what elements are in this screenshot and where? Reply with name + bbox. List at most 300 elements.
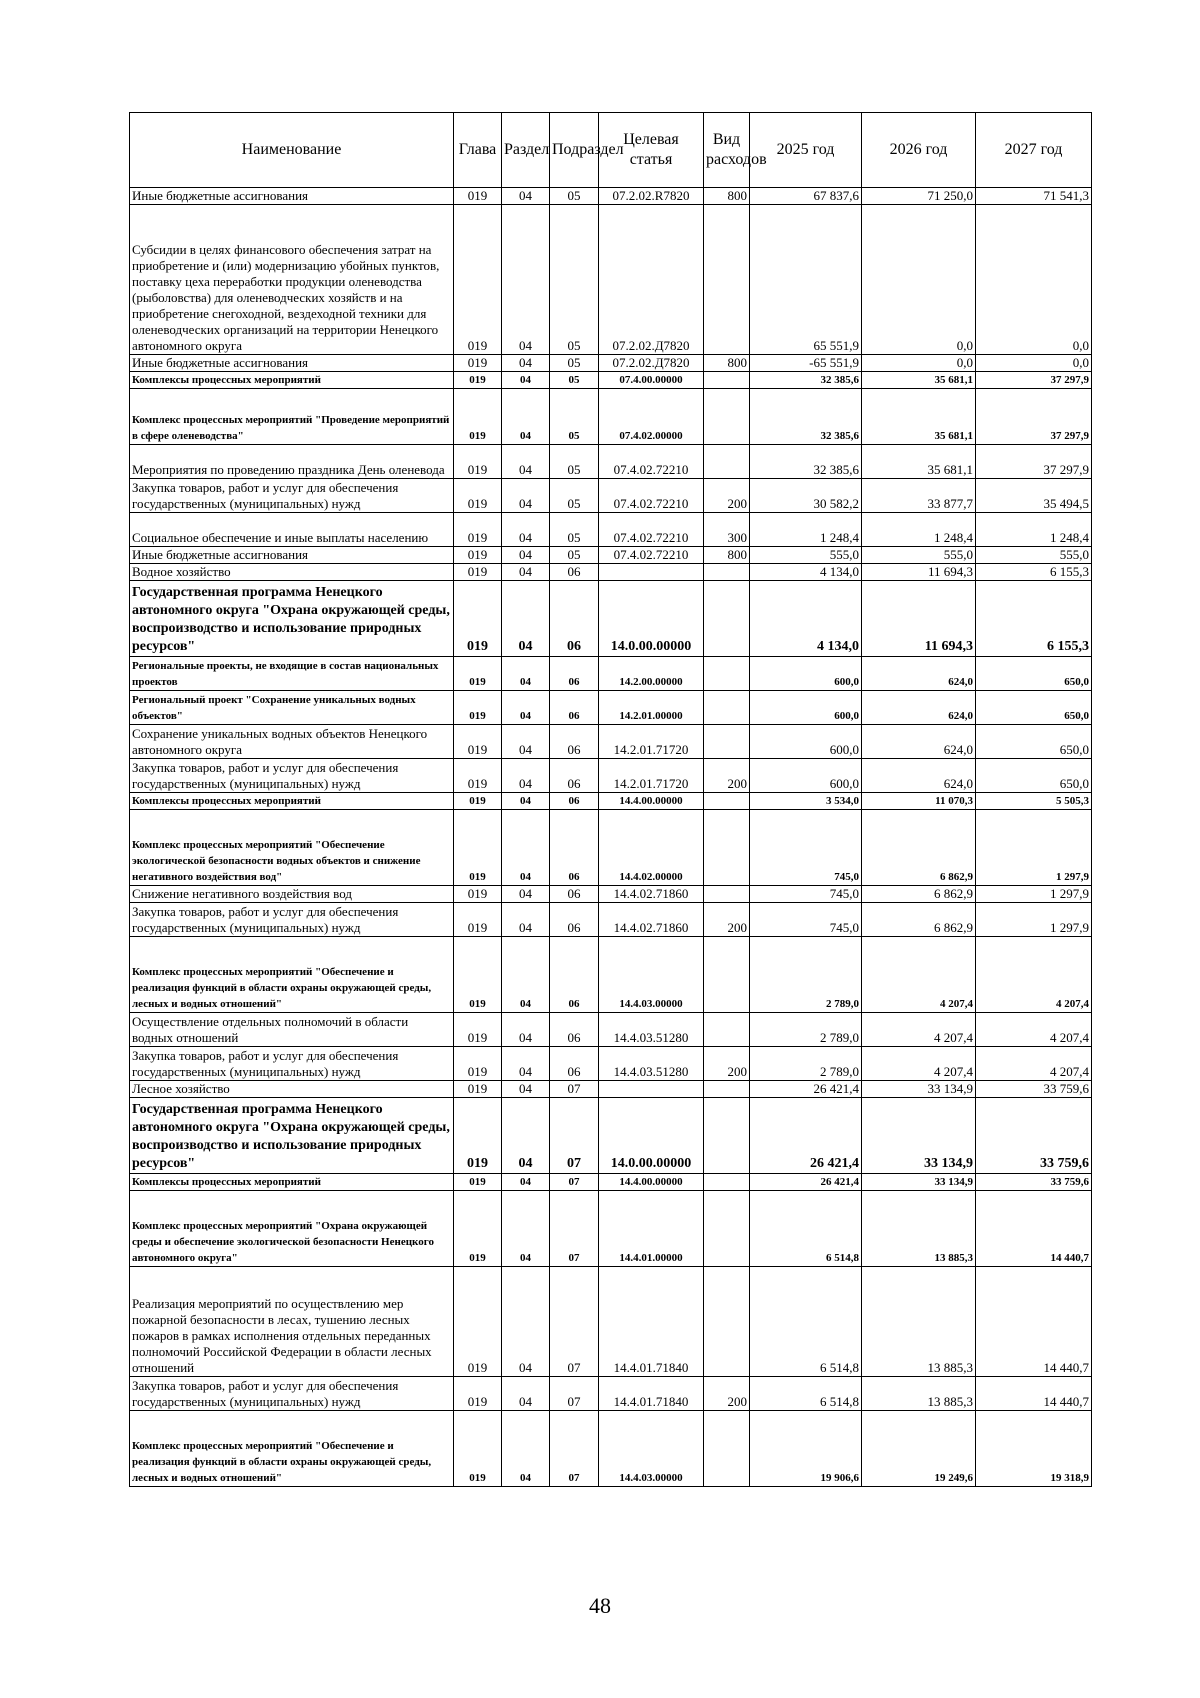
cell-2027: 14 440,7: [976, 1267, 1092, 1377]
cell-vid: [704, 372, 750, 389]
cell-2027: 1 297,9: [976, 810, 1092, 886]
cell-vid: [704, 1174, 750, 1191]
cell-2027: 35 494,5: [976, 479, 1092, 513]
cell-name: Комплекс процессных мероприятий "Охрана окружающей среды и обеспечение экологической безопасности Ненецкого автономного округа": [130, 1191, 454, 1267]
cell-glava: 019: [454, 691, 502, 725]
cell-2025: 6 514,8: [750, 1267, 862, 1377]
table-row: [130, 810, 1092, 886]
cell-2026: 6 862,9: [862, 886, 976, 903]
table-row: [130, 1174, 1092, 1191]
cell-name: Снижение негативного воздействия вод: [130, 886, 454, 903]
cell-razdel: 04: [502, 793, 550, 810]
cell-name: Комплекс процессных мероприятий "Обеспечение и реализация функций в области охраны окружающей среды, лесных и водных отношений": [130, 937, 454, 1013]
header-2027: 2027 год: [976, 113, 1092, 188]
table-row: [130, 1267, 1092, 1377]
cell-name: Комплексы процессных мероприятий: [130, 793, 454, 810]
cell-name: Субсидии в целях финансового обеспечения затрат на приобретение и (или) модернизацию убойных пунктов, поставку цеха переработки продукции оленеводства (рыболовства) для оленеводческих хозяйств и на приобретение снегоходной, вездеходной техники для оленеводческих организаций на территории Ненецкого автономного округа: [130, 205, 454, 355]
cell-2027: 71 541,3: [976, 188, 1092, 205]
table-row: [130, 1081, 1092, 1098]
table-row: [130, 581, 1092, 657]
cell-2025: 745,0: [750, 810, 862, 886]
cell-target: 14.4.03.00000: [599, 937, 704, 1013]
header-glava: Глава: [454, 113, 502, 188]
cell-2027: 37 297,9: [976, 445, 1092, 479]
cell-target: 14.4.01.71840: [599, 1267, 704, 1377]
table-row: [130, 1098, 1092, 1174]
cell-2026: 0,0: [862, 205, 976, 355]
cell-target: 07.4.02.00000: [599, 389, 704, 445]
cell-glava: 019: [454, 657, 502, 691]
cell-podrazdel: 06: [550, 810, 599, 886]
cell-podrazdel: 05: [550, 547, 599, 564]
cell-2026: 35 681,1: [862, 372, 976, 389]
cell-target: 14.4.00.00000: [599, 1174, 704, 1191]
cell-razdel: 04: [502, 657, 550, 691]
cell-name: Региональные проекты, не входящие в состав национальных проектов: [130, 657, 454, 691]
cell-podrazdel: 06: [550, 657, 599, 691]
cell-razdel: 04: [502, 205, 550, 355]
cell-2027: 0,0: [976, 355, 1092, 372]
cell-2026: 555,0: [862, 547, 976, 564]
table-row: [130, 479, 1092, 513]
budget-table: [129, 112, 1092, 1487]
cell-razdel: 04: [502, 810, 550, 886]
table-header-row: [130, 113, 1092, 188]
cell-razdel: 04: [502, 1013, 550, 1047]
cell-glava: 019: [454, 445, 502, 479]
cell-name: Комплекс процессных мероприятий "Обеспечение экологической безопасности водных объектов и снижение негативного воздействия вод": [130, 810, 454, 886]
cell-vid: 200: [704, 759, 750, 793]
cell-2025: 745,0: [750, 886, 862, 903]
cell-vid: 800: [704, 188, 750, 205]
cell-2025: 745,0: [750, 903, 862, 937]
cell-razdel: 04: [502, 1081, 550, 1098]
cell-2026: 4 207,4: [862, 937, 976, 1013]
cell-glava: 019: [454, 810, 502, 886]
header-podrazdel: Подраздел: [550, 113, 599, 188]
cell-podrazdel: 06: [550, 759, 599, 793]
cell-2026: 33 134,9: [862, 1098, 976, 1174]
table-row: [130, 691, 1092, 725]
cell-razdel: 04: [502, 1377, 550, 1411]
cell-target: [599, 564, 704, 581]
cell-2026: 1 248,4: [862, 513, 976, 547]
cell-2026: 4 207,4: [862, 1013, 976, 1047]
table-row: [130, 725, 1092, 759]
cell-target: 07.2.02.Д7820: [599, 355, 704, 372]
cell-vid: [704, 1267, 750, 1377]
cell-razdel: 04: [502, 445, 550, 479]
cell-2026: 11 070,3: [862, 793, 976, 810]
cell-name: Закупка товаров, работ и услуг для обеспечения государственных (муниципальных) нужд: [130, 903, 454, 937]
header-2025: 2025 год: [750, 113, 862, 188]
table-row: [130, 657, 1092, 691]
cell-vid: 200: [704, 1377, 750, 1411]
cell-2026: 624,0: [862, 657, 976, 691]
cell-2027: 1 248,4: [976, 513, 1092, 547]
cell-vid: [704, 937, 750, 1013]
cell-razdel: 04: [502, 513, 550, 547]
cell-2027: 4 207,4: [976, 1013, 1092, 1047]
cell-2027: 650,0: [976, 759, 1092, 793]
cell-vid: [704, 389, 750, 445]
cell-target: 07.4.02.72210: [599, 479, 704, 513]
cell-name: Закупка товаров, работ и услуг для обеспечения государственных (муниципальных) нужд: [130, 1047, 454, 1081]
cell-2027: 33 759,6: [976, 1098, 1092, 1174]
table-row: [130, 759, 1092, 793]
cell-2027: 650,0: [976, 691, 1092, 725]
cell-2025: 555,0: [750, 547, 862, 564]
cell-glava: 019: [454, 1411, 502, 1487]
cell-2027: 37 297,9: [976, 372, 1092, 389]
cell-podrazdel: 06: [550, 886, 599, 903]
cell-name: Закупка товаров, работ и услуг для обеспечения государственных (муниципальных) нужд: [130, 759, 454, 793]
cell-target: 14.4.03.00000: [599, 1411, 704, 1487]
cell-name: Реализация мероприятий по осуществлению мер пожарной безопасности в лесах, тушению лесных пожаров в рамках исполнения отдельных переданных полномочий Российской Федерации в области лесных отношений: [130, 1267, 454, 1377]
cell-vid: [704, 581, 750, 657]
cell-name: Лесное хозяйство: [130, 1081, 454, 1098]
table-row: [130, 372, 1092, 389]
cell-name: Закупка товаров, работ и услуг для обеспечения государственных (муниципальных) нужд: [130, 479, 454, 513]
cell-glava: 019: [454, 564, 502, 581]
cell-glava: 019: [454, 479, 502, 513]
cell-2026: 13 885,3: [862, 1191, 976, 1267]
cell-podrazdel: 07: [550, 1267, 599, 1377]
cell-vid: [704, 886, 750, 903]
cell-target: 14.2.01.71720: [599, 759, 704, 793]
cell-glava: 019: [454, 759, 502, 793]
cell-2025: 65 551,9: [750, 205, 862, 355]
cell-2026: 6 862,9: [862, 810, 976, 886]
page-number: 48: [589, 1593, 611, 1618]
table-row: [130, 1013, 1092, 1047]
cell-podrazdel: 06: [550, 691, 599, 725]
cell-razdel: 04: [502, 581, 550, 657]
cell-2027: 650,0: [976, 725, 1092, 759]
cell-2025: 2 789,0: [750, 937, 862, 1013]
cell-name: Иные бюджетные ассигнования: [130, 355, 454, 372]
cell-name: Иные бюджетные ассигнования: [130, 188, 454, 205]
cell-2026: 624,0: [862, 759, 976, 793]
cell-name: Социальное обеспечение и иные выплаты населению: [130, 513, 454, 547]
cell-2027: 14 440,7: [976, 1377, 1092, 1411]
cell-2025: 32 385,6: [750, 389, 862, 445]
cell-vid: [704, 1013, 750, 1047]
table-row: [130, 793, 1092, 810]
cell-podrazdel: 05: [550, 479, 599, 513]
cell-podrazdel: 07: [550, 1081, 599, 1098]
cell-name: Комплексы процессных мероприятий: [130, 372, 454, 389]
cell-vid: [704, 1411, 750, 1487]
cell-name: Комплекс процессных мероприятий "Обеспечение и реализация функций в области охраны окружающей среды, лесных и водных отношений": [130, 1411, 454, 1487]
cell-name: Комплекс процессных мероприятий "Проведение мероприятий в сфере оленеводства": [130, 389, 454, 445]
cell-glava: 019: [454, 188, 502, 205]
header-target: Целевая статья: [599, 113, 704, 188]
cell-2025: 19 906,6: [750, 1411, 862, 1487]
cell-2025: 4 134,0: [750, 564, 862, 581]
cell-target: 14.0.00.00000: [599, 581, 704, 657]
cell-podrazdel: 07: [550, 1377, 599, 1411]
table-row: [130, 205, 1092, 355]
cell-glava: 019: [454, 903, 502, 937]
cell-razdel: 04: [502, 564, 550, 581]
cell-razdel: 04: [502, 1098, 550, 1174]
cell-podrazdel: 05: [550, 445, 599, 479]
cell-podrazdel: 05: [550, 355, 599, 372]
cell-glava: 019: [454, 1377, 502, 1411]
cell-2026: 13 885,3: [862, 1267, 976, 1377]
table-row: [130, 513, 1092, 547]
cell-target: 07.4.02.72210: [599, 513, 704, 547]
cell-glava: 019: [454, 355, 502, 372]
cell-2027: 6 155,3: [976, 564, 1092, 581]
cell-target: 14.2.01.71720: [599, 725, 704, 759]
cell-glava: 019: [454, 205, 502, 355]
cell-2025: 32 385,6: [750, 372, 862, 389]
cell-target: 07.4.00.00000: [599, 372, 704, 389]
cell-vid: 800: [704, 547, 750, 564]
cell-2026: 33 877,7: [862, 479, 976, 513]
cell-target: 14.4.01.71840: [599, 1377, 704, 1411]
header-razdel: Раздел: [502, 113, 550, 188]
cell-2025: 6 514,8: [750, 1377, 862, 1411]
table-row: [130, 564, 1092, 581]
cell-2025: -65 551,9: [750, 355, 862, 372]
cell-vid: 200: [704, 903, 750, 937]
cell-2026: 4 207,4: [862, 1047, 976, 1081]
cell-razdel: 04: [502, 479, 550, 513]
cell-vid: [704, 1191, 750, 1267]
cell-2025: 600,0: [750, 725, 862, 759]
cell-vid: 800: [704, 355, 750, 372]
cell-2025: 3 534,0: [750, 793, 862, 810]
cell-glava: 019: [454, 581, 502, 657]
cell-name: Осуществление отдельных полномочий в области водных отношений: [130, 1013, 454, 1047]
cell-target: [599, 1081, 704, 1098]
table-row: [130, 886, 1092, 903]
cell-glava: 019: [454, 372, 502, 389]
table-row: [130, 547, 1092, 564]
cell-vid: 200: [704, 1047, 750, 1081]
cell-2027: 5 505,3: [976, 793, 1092, 810]
cell-vid: 200: [704, 479, 750, 513]
table-row: [130, 1191, 1092, 1267]
cell-2027: 1 297,9: [976, 903, 1092, 937]
cell-2025: 67 837,6: [750, 188, 862, 205]
cell-razdel: 04: [502, 547, 550, 564]
cell-razdel: 04: [502, 759, 550, 793]
cell-razdel: 04: [502, 886, 550, 903]
cell-name: Комплексы процессных мероприятий: [130, 1174, 454, 1191]
cell-podrazdel: 07: [550, 1411, 599, 1487]
cell-podrazdel: 06: [550, 793, 599, 810]
cell-name: Мероприятия по проведению праздника День оленевода: [130, 445, 454, 479]
table-body: [130, 188, 1092, 1487]
cell-glava: 019: [454, 1081, 502, 1098]
cell-2025: 600,0: [750, 657, 862, 691]
cell-glava: 019: [454, 1098, 502, 1174]
cell-2026: 624,0: [862, 691, 976, 725]
cell-2026: 71 250,0: [862, 188, 976, 205]
cell-podrazdel: 06: [550, 1047, 599, 1081]
cell-2025: 1 248,4: [750, 513, 862, 547]
cell-glava: 019: [454, 1267, 502, 1377]
cell-target: 07.4.02.72210: [599, 445, 704, 479]
cell-target: 14.4.01.00000: [599, 1191, 704, 1267]
header-name: Наименование: [130, 113, 454, 188]
cell-target: 14.2.00.00000: [599, 657, 704, 691]
cell-2027: 14 440,7: [976, 1191, 1092, 1267]
cell-vid: [704, 205, 750, 355]
cell-2027: 1 297,9: [976, 886, 1092, 903]
cell-2026: 0,0: [862, 355, 976, 372]
cell-razdel: 04: [502, 1191, 550, 1267]
cell-podrazdel: 07: [550, 1191, 599, 1267]
cell-2026: 35 681,1: [862, 389, 976, 445]
table-row: [130, 903, 1092, 937]
cell-razdel: 04: [502, 1267, 550, 1377]
cell-2025: 2 789,0: [750, 1013, 862, 1047]
cell-target: 14.4.00.00000: [599, 793, 704, 810]
cell-glava: 019: [454, 793, 502, 810]
table-row: [130, 937, 1092, 1013]
cell-2026: 33 134,9: [862, 1081, 976, 1098]
cell-razdel: 04: [502, 188, 550, 205]
cell-target: 14.4.03.51280: [599, 1047, 704, 1081]
cell-2027: 650,0: [976, 657, 1092, 691]
cell-podrazdel: 05: [550, 188, 599, 205]
cell-2027: 555,0: [976, 547, 1092, 564]
cell-vid: 300: [704, 513, 750, 547]
cell-glava: 019: [454, 389, 502, 445]
cell-vid: [704, 793, 750, 810]
cell-glava: 019: [454, 725, 502, 759]
cell-glava: 019: [454, 1047, 502, 1081]
cell-razdel: 04: [502, 937, 550, 1013]
cell-glava: 019: [454, 937, 502, 1013]
table-row: [130, 355, 1092, 372]
cell-2026: 33 134,9: [862, 1174, 976, 1191]
cell-2025: 26 421,4: [750, 1081, 862, 1098]
header-vid: Вид расходов: [704, 113, 750, 188]
cell-2025: 26 421,4: [750, 1098, 862, 1174]
cell-vid: [704, 691, 750, 725]
cell-name: Региональный проект "Сохранение уникальных водных объектов": [130, 691, 454, 725]
cell-target: 14.2.01.00000: [599, 691, 704, 725]
cell-vid: [704, 725, 750, 759]
cell-2025: 4 134,0: [750, 581, 862, 657]
cell-2027: 0,0: [976, 205, 1092, 355]
cell-podrazdel: 06: [550, 581, 599, 657]
cell-2025: 26 421,4: [750, 1174, 862, 1191]
cell-glava: 019: [454, 1174, 502, 1191]
cell-name: Государственная программа Ненецкого автономного округа "Охрана окружающей среды, воспроизводство и использование природных ресурсов": [130, 581, 454, 657]
cell-vid: [704, 1081, 750, 1098]
cell-name: Закупка товаров, работ и услуг для обеспечения государственных (муниципальных) нужд: [130, 1377, 454, 1411]
cell-vid: [704, 564, 750, 581]
table-row: [130, 188, 1092, 205]
cell-razdel: 04: [502, 725, 550, 759]
cell-2027: 4 207,4: [976, 937, 1092, 1013]
cell-name: Иные бюджетные ассигнования: [130, 547, 454, 564]
cell-razdel: 04: [502, 355, 550, 372]
cell-glava: 019: [454, 1013, 502, 1047]
cell-podrazdel: 05: [550, 389, 599, 445]
cell-razdel: 04: [502, 903, 550, 937]
cell-razdel: 04: [502, 1047, 550, 1081]
cell-target: 07.2.02.R7820: [599, 188, 704, 205]
table-row: [130, 445, 1092, 479]
cell-2027: 37 297,9: [976, 389, 1092, 445]
cell-glava: 019: [454, 1191, 502, 1267]
cell-podrazdel: 05: [550, 205, 599, 355]
cell-name: Государственная программа Ненецкого автономного округа "Охрана окружающей среды, воспроизводство и использование природных ресурсов": [130, 1098, 454, 1174]
cell-podrazdel: 06: [550, 725, 599, 759]
cell-podrazdel: 07: [550, 1174, 599, 1191]
cell-2026: 624,0: [862, 725, 976, 759]
table-row: [130, 389, 1092, 445]
cell-razdel: 04: [502, 691, 550, 725]
cell-podrazdel: 06: [550, 564, 599, 581]
cell-vid: [704, 810, 750, 886]
cell-glava: 019: [454, 513, 502, 547]
cell-target: 14.4.02.71860: [599, 886, 704, 903]
cell-glava: 019: [454, 886, 502, 903]
cell-2026: 11 694,3: [862, 581, 976, 657]
cell-2025: 600,0: [750, 759, 862, 793]
cell-podrazdel: 05: [550, 372, 599, 389]
cell-2025: 30 582,2: [750, 479, 862, 513]
cell-podrazdel: 07: [550, 1098, 599, 1174]
cell-2025: 32 385,6: [750, 445, 862, 479]
cell-2025: 600,0: [750, 691, 862, 725]
cell-razdel: 04: [502, 389, 550, 445]
cell-razdel: 04: [502, 1174, 550, 1191]
header-2026: 2026 год: [862, 113, 976, 188]
cell-2026: 11 694,3: [862, 564, 976, 581]
cell-2026: 13 885,3: [862, 1377, 976, 1411]
cell-name: Водное хозяйство: [130, 564, 454, 581]
cell-name: Сохранение уникальных водных объектов Ненецкого автономного округа: [130, 725, 454, 759]
cell-target: 07.2.02.Д7820: [599, 205, 704, 355]
cell-2026: 35 681,1: [862, 445, 976, 479]
cell-2025: 6 514,8: [750, 1191, 862, 1267]
cell-podrazdel: 05: [550, 513, 599, 547]
cell-target: 14.4.02.00000: [599, 810, 704, 886]
cell-2026: 19 249,6: [862, 1411, 976, 1487]
cell-2027: 33 759,6: [976, 1081, 1092, 1098]
table-row: [130, 1047, 1092, 1081]
table-row: [130, 1411, 1092, 1487]
cell-vid: [704, 1098, 750, 1174]
table-row: [130, 1377, 1092, 1411]
cell-target: 14.4.03.51280: [599, 1013, 704, 1047]
cell-podrazdel: 06: [550, 903, 599, 937]
cell-vid: [704, 657, 750, 691]
cell-vid: [704, 445, 750, 479]
cell-podrazdel: 06: [550, 1013, 599, 1047]
cell-razdel: 04: [502, 372, 550, 389]
cell-2026: 6 862,9: [862, 903, 976, 937]
cell-2025: 2 789,0: [750, 1047, 862, 1081]
cell-target: 14.4.02.71860: [599, 903, 704, 937]
cell-razdel: 04: [502, 1411, 550, 1487]
cell-glava: 019: [454, 547, 502, 564]
cell-podrazdel: 06: [550, 937, 599, 1013]
cell-2027: 19 318,9: [976, 1411, 1092, 1487]
cell-2027: 6 155,3: [976, 581, 1092, 657]
cell-target: 14.0.00.00000: [599, 1098, 704, 1174]
